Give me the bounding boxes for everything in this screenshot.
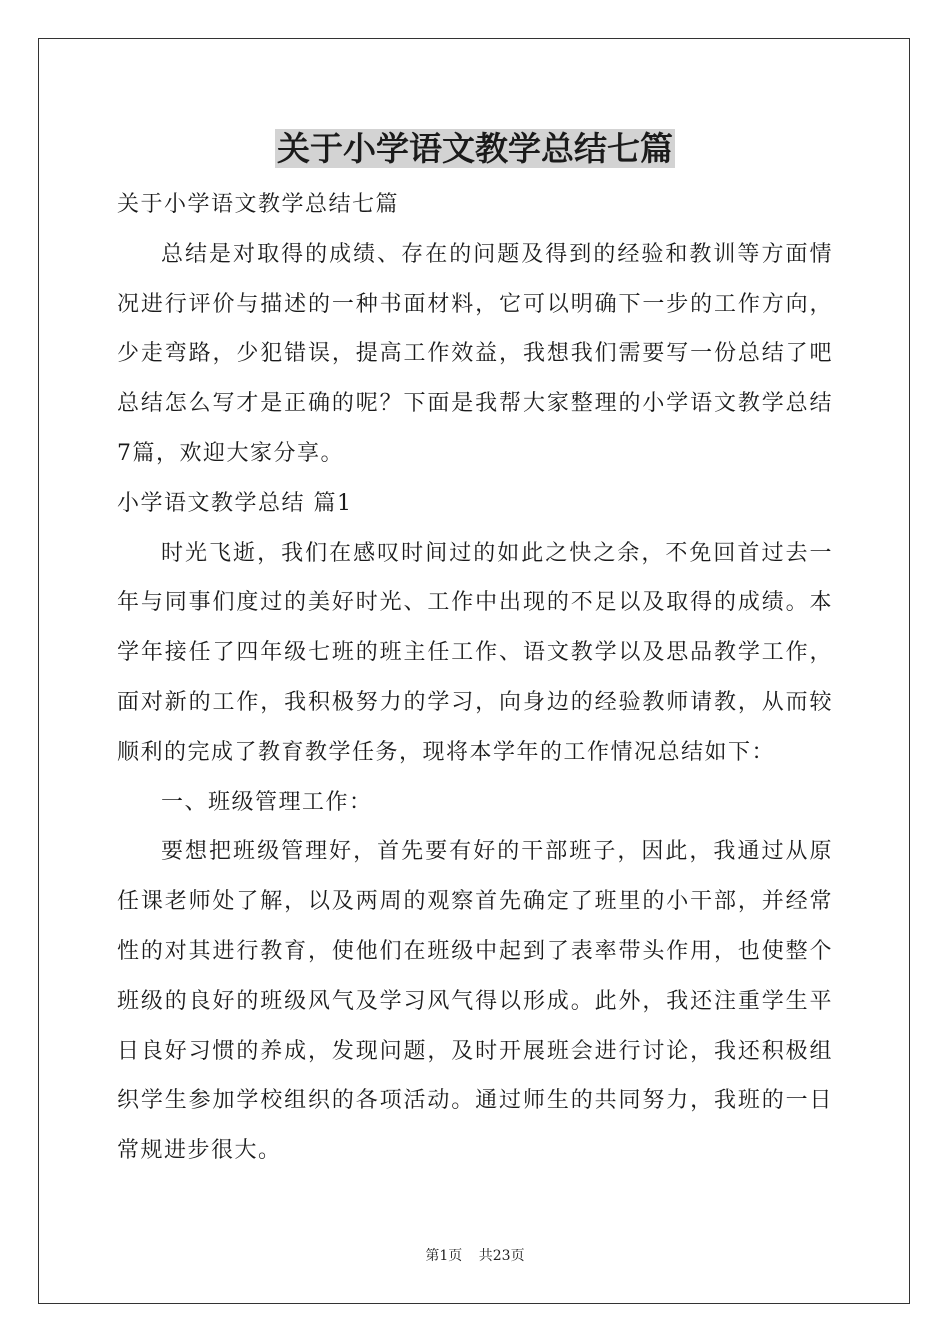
page-number: 第1页: [425, 1248, 463, 1264]
intro-paragraph: 总结是对取得的成绩、存在的问题及得到的经验和教训等方面情况进行评价与描述的一种书面材料，它可以明确下一步的工作方向，少走弯路，少犯错误，提高工作效益，我想我们需要写一份总结了吧总结怎么写才是正确的呢？下面是我帮大家整理的小学语文教学总结7篇，欢迎大家分享。: [117, 241, 833, 466]
document-body: [117, 180, 833, 1176]
page-footer: [0, 1246, 950, 1266]
document-title-text: 关于小学语文教学总结七篇: [277, 129, 673, 168]
body-paragraph: 要想把班级管理好，首先要有好的干部班子，因此，我通过从原任课老师处了解，以及两周的观察首先确定了班里的小干部，并经常性的对其进行教育，使他们在班级中起到了表率带头作用，也使整个班级的良好的班级风气及学习风气得以形成。此外，我还注重学生平日良好习惯的养成，发现问题，及时开展班会进行讨论，我还积极组织学生参加学校组织的各项活动。通过师生的共同努力，我班的一日常规进步很大。: [117, 839, 833, 1164]
subtitle-paragraph: 关于小学语文教学总结七篇: [117, 192, 400, 217]
page-total: 共23页: [478, 1248, 525, 1264]
section-heading: 小学语文教学总结 篇1: [117, 490, 353, 516]
subsection-heading: 一、班级管理工作：: [161, 789, 373, 815]
body-paragraph: 时光飞逝，我们在感叹时间过的如此之快之余，不免回首过去一年与同事们度过的美好时光、工作中出现的不足以及取得的成绩。本学年接任了四年级七班的班主任工作、语文教学以及思品教学工作，面对新的工作，我积极努力的学习，向身边的经验教师请教，从而较顺利的完成了教育教学任务，现将本学年的工作情况总结如下：: [117, 540, 833, 765]
document-title: [0, 127, 950, 171]
